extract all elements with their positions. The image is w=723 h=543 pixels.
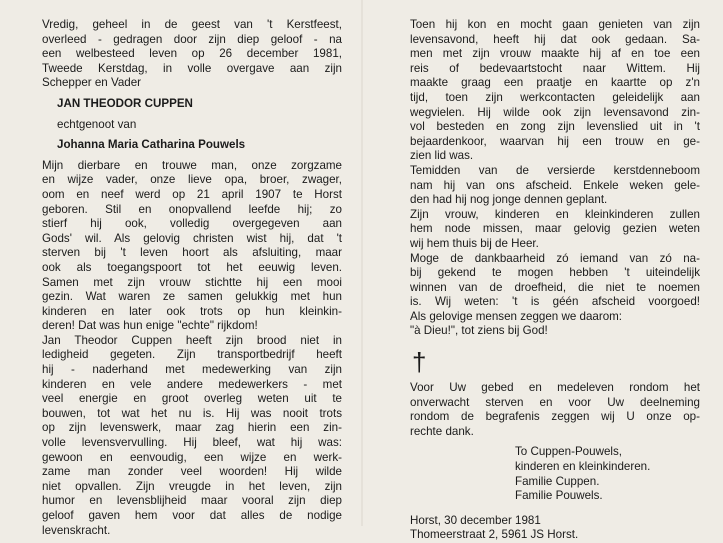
body-line: kinderen en vele andere medewerkers - met — [42, 377, 342, 391]
body-line: kinderen en later ook trots op hun kleinkin- — [42, 304, 342, 318]
signatures — [410, 445, 700, 503]
body-line: geboren. Stil en onopvallend leefde hij; zo — [42, 202, 342, 216]
signature-line: Familie Cuppen. — [515, 474, 600, 488]
body-line: winnen van de droefheid, die niet te noemen — [410, 280, 700, 294]
body-line: maakte graag een praatje en kaartte op z'n — [410, 76, 700, 90]
body-line: den had hij nog jonge dennen geplant. — [410, 193, 608, 207]
body-line: zien lid was. — [410, 149, 474, 163]
place-date: Horst, 30 december 1981 — [410, 513, 541, 527]
body-line: levensavond, heeft hij dat ook gedaan. Sa- — [410, 32, 700, 46]
body-line: en wijze vader, onze lieve opa, broer, zwager, — [42, 173, 342, 187]
body-line: stierf hij ook, volledig overgegeven aan — [42, 217, 342, 231]
body-line: Jan Theodor Cuppen heeft zijn brood niet in — [42, 333, 342, 347]
deceased-name: JAN THEODOR CUPPEN — [57, 96, 193, 110]
body-line: Temidden van de versierde kerstdenneboom — [410, 163, 700, 177]
card-fold — [361, 0, 363, 526]
later-life-paragraph — [410, 18, 700, 339]
body-line: wij hem thuis bij de Heer. — [410, 236, 539, 250]
body-line: ledigheid gegeten. Zijn transportbedrijf heeft — [42, 348, 342, 362]
body-line: oom en neef werd op 21 april 1907 te Horst — [42, 187, 342, 201]
body-line: bejaardenkoor, waarvan hij een trouw en ge- — [410, 134, 700, 148]
body-line: is. Wij weten: 't is géén afscheid voorgoed! — [410, 295, 700, 309]
signature-line: Familie Pouwels. — [515, 489, 603, 503]
body-line: levenskracht. — [42, 523, 111, 537]
thanks-line: onverwacht sterven en voor Uw deelneming — [410, 395, 700, 409]
body-line: bij gekend te mogen hebben 't uiteindelijk — [410, 266, 700, 280]
body-line: Toen hij kon en mocht gaan genieten van zijn — [410, 18, 700, 31]
cross-icon: † — [412, 347, 427, 378]
body-line: reis of bedevaartstocht naar Wittem. Hij — [410, 61, 700, 75]
body-line: gezin. Wat waren ze samen gelukkig met hun — [42, 290, 342, 304]
body-line: deren! Dat was hun enige "echte" rijkdom! — [42, 319, 258, 333]
thanks-line: rechte dank. — [410, 424, 474, 438]
body-line: Als gelovige mensen zeggen we daarom: — [410, 309, 623, 323]
signature-line: kinderen en kleinkinderen. — [515, 460, 651, 474]
spouse-name: Johanna Maria Catharina Pouwels — [57, 138, 246, 152]
thanks-paragraph — [410, 381, 700, 439]
body-line: hem node missen, maar gelovig gezien weten — [410, 222, 700, 236]
body-line: wegvielen. Hij wilde ook zijn levensavond zin- — [410, 105, 700, 119]
body-line: nam hij van ons afscheid. Enkele weken gele- — [410, 178, 700, 192]
right-column — [410, 18, 700, 543]
left-column — [42, 18, 342, 538]
body-line: sterven bij 't leven hoort als afsluiting, maar — [42, 246, 342, 260]
body-line: Gods' wil. Als gelovig christen wist hij, dat 't — [42, 231, 342, 245]
body-line: hij - naderhand met medewerking van zijn — [42, 363, 342, 377]
body-line: Mijn dierbare en trouwe man, onze zorgzame — [42, 158, 342, 172]
body-line: Zijn vrouw, kinderen en kleinkinderen zullen — [410, 207, 700, 221]
signature-line: To Cuppen-Pouwels, — [515, 445, 622, 459]
body-line: bouwen, tot wat het nu is. Hij was nooit trots — [42, 406, 342, 420]
body-line: humor en levensblijheid maar vooral zijn diep — [42, 494, 342, 508]
intro-line: Tweede Kerstdag, in volle overgave aan zijn — [42, 61, 342, 75]
intro-line: overleed - gedragen door zijn diep geloof - na — [42, 32, 342, 46]
body-line: op zijn levenswerk, maar zag hierin een zin- — [42, 421, 342, 435]
intro-line: Schepper en Vader — [42, 76, 142, 90]
body-line: niet opvallen. Zijn vreugde in het leven, zijn — [42, 479, 342, 493]
body-line: Samen met zijn vrouw stichtte hij een mooi — [42, 275, 342, 289]
spouse-intro: echtgenoot van — [57, 117, 137, 131]
body-line: ook als toegangspoort tot het eeuwig leven. — [42, 260, 342, 274]
thanks-line: Voor Uw gebed en medeleven rondom het — [410, 381, 700, 395]
body-line: zame man zonder veel woorden! Hij wilde — [42, 465, 342, 479]
footer — [410, 514, 700, 543]
body-line: "à Dieu!", tot ziens bij God! — [410, 324, 548, 338]
thanks-line: rondom de begrafenis zeggen wij U onze op- — [410, 410, 700, 424]
life-story-paragraph — [42, 159, 342, 538]
intro-line: Vredig, geheel in de geest van 't Kerstfeest, — [42, 18, 342, 31]
body-line: vol besteden en zong zijn levenslied uit in 't — [410, 120, 700, 134]
body-line: tijd, toen zijn werkcontacten geleidelijk aan — [410, 90, 700, 104]
intro-line: een welbesteed leven op 26 december 1981, — [42, 47, 342, 61]
body-line: men met zijn vrouw maakte hij af en toe een — [410, 47, 700, 61]
body-line: Moge de dankbaarheid zó iemand van zó na- — [410, 251, 700, 265]
address: Thomeerstraat 2, 5961 JS Horst. — [410, 528, 579, 542]
body-line: veel energie en groot overleg weten uit te — [42, 392, 342, 406]
body-line: geloof gaven hem voor dat alles de nodige — [42, 509, 342, 522]
body-line: volle levensvervulling. Hij bleef, wat hij was: — [42, 436, 342, 450]
body-line: gewoon en eenvoudig, een wijze en werk- — [42, 450, 342, 464]
intro-paragraph — [42, 18, 342, 91]
